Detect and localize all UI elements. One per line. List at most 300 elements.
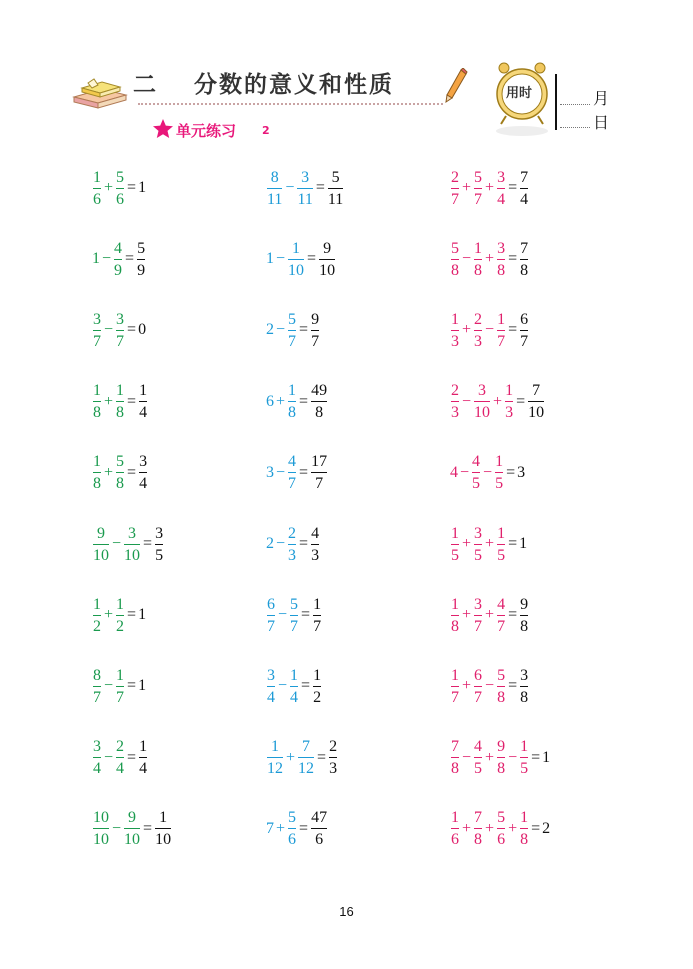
fraction <box>267 666 275 707</box>
fraction-bar <box>155 828 171 829</box>
number: 1 <box>92 250 100 268</box>
fraction-bar <box>451 330 459 331</box>
fraction-bar <box>267 615 275 616</box>
exercise-item <box>92 164 146 212</box>
fraction <box>451 524 459 565</box>
operator: + <box>104 179 114 196</box>
denominator: 7 <box>267 617 275 635</box>
month-blank <box>560 104 590 105</box>
operator: − <box>104 677 114 695</box>
exercise-item <box>450 662 529 710</box>
fraction <box>93 452 101 493</box>
numerator: 5 <box>451 239 459 257</box>
fraction-bar <box>288 472 296 473</box>
fraction-bar <box>497 188 505 189</box>
operator: − <box>276 463 286 481</box>
number: 1 <box>266 250 274 268</box>
operator: − <box>278 606 288 624</box>
fraction <box>116 452 124 493</box>
denominator: 5 <box>155 546 164 564</box>
fraction-bar <box>288 544 296 545</box>
fraction <box>267 168 282 209</box>
denominator: 7 <box>311 332 320 350</box>
denominator: 8 <box>474 261 483 279</box>
fraction <box>451 666 459 707</box>
numerator: 1 <box>116 382 125 400</box>
denominator: 7 <box>288 475 297 493</box>
denominator: 3 <box>288 546 297 564</box>
numerator: 6 <box>267 595 275 613</box>
denominator: 4 <box>497 190 506 208</box>
numerator: 4 <box>497 595 506 613</box>
result-fraction <box>139 452 147 493</box>
numerator: 3 <box>93 310 101 328</box>
denominator: 11 <box>327 190 344 208</box>
denominator: 8 <box>520 688 529 706</box>
denominator: 8 <box>520 831 529 849</box>
fraction <box>474 381 490 422</box>
fraction <box>505 381 513 422</box>
result-number: 0 <box>138 321 147 339</box>
fraction-bar <box>124 544 140 545</box>
numerator: 4 <box>114 239 123 257</box>
fraction-bar <box>93 757 101 758</box>
numerator: 4 <box>472 453 481 471</box>
fraction-bar <box>288 330 296 331</box>
fraction <box>114 239 122 280</box>
denominator: 3 <box>474 332 483 350</box>
fraction-bar <box>139 401 147 402</box>
denominator: 9 <box>114 261 123 279</box>
denominator: 6 <box>315 831 324 849</box>
denominator: 5 <box>497 546 506 564</box>
number: 2 <box>266 321 274 339</box>
fraction <box>451 239 459 280</box>
fraction <box>451 168 459 209</box>
denominator: 7 <box>497 617 506 635</box>
fraction <box>288 452 296 493</box>
numerator: 1 <box>159 809 168 827</box>
numerator: 1 <box>93 168 101 186</box>
result-fraction <box>528 381 544 422</box>
operator: − <box>462 748 472 766</box>
result-number: 1 <box>542 748 551 766</box>
fraction-bar <box>93 828 109 829</box>
result-fraction <box>520 168 528 209</box>
numerator: 6 <box>474 666 483 684</box>
fraction-bar <box>93 188 101 189</box>
operator: + <box>485 748 495 766</box>
fraction <box>93 524 109 565</box>
operator: − <box>460 463 470 481</box>
numerator: 5 <box>116 168 125 186</box>
fraction <box>124 808 140 849</box>
equals-sign: = <box>127 179 137 196</box>
numerator: 1 <box>474 239 483 257</box>
numerator: 3 <box>93 738 101 756</box>
fraction <box>520 808 528 849</box>
numerator: 3 <box>128 524 137 542</box>
fraction <box>520 737 528 778</box>
denominator: 5 <box>451 546 459 564</box>
exercise-item <box>450 164 529 212</box>
numerator: 1 <box>313 595 322 613</box>
result-fraction <box>137 239 145 280</box>
number: 4 <box>450 463 458 481</box>
operator: − <box>485 677 495 695</box>
day-blank <box>560 127 590 128</box>
fraction-bar <box>474 615 482 616</box>
operator: + <box>462 179 472 196</box>
fraction-bar <box>528 401 544 402</box>
result-number: 1 <box>519 535 528 552</box>
operator: − <box>285 179 295 196</box>
denominator: 10 <box>474 404 491 422</box>
operator: − <box>462 250 472 268</box>
denominator: 7 <box>474 617 483 635</box>
fraction <box>451 737 459 778</box>
denominator: 8 <box>520 617 529 635</box>
fraction <box>474 168 482 209</box>
fraction <box>474 808 482 849</box>
denominator: 7 <box>93 688 101 706</box>
fraction-bar <box>474 259 482 260</box>
fraction-bar <box>520 330 528 331</box>
fraction <box>497 666 505 707</box>
numerator: 1 <box>271 738 279 756</box>
operator: − <box>112 819 122 837</box>
fraction-bar <box>313 615 321 616</box>
fraction-bar <box>474 188 482 189</box>
result-fraction <box>139 381 147 422</box>
result-fraction <box>328 168 343 209</box>
numerator: 17 <box>311 453 328 471</box>
fraction <box>288 310 296 351</box>
denominator: 4 <box>520 190 529 208</box>
denominator: 6 <box>93 190 101 208</box>
exercise-item <box>266 805 328 853</box>
exercise-item <box>450 591 529 639</box>
section-number: 2 <box>262 124 270 137</box>
numerator: 49 <box>311 382 328 400</box>
fraction-bar <box>116 401 124 402</box>
numerator: 1 <box>497 524 506 542</box>
exercise-item <box>92 591 146 639</box>
fraction <box>116 381 124 422</box>
result-fraction <box>311 310 319 351</box>
number: 7 <box>266 819 274 837</box>
numerator: 6 <box>520 310 529 328</box>
denominator: 10 <box>528 404 545 422</box>
denominator: 10 <box>319 261 336 279</box>
title-underline <box>138 103 443 105</box>
result-number: 1 <box>138 606 147 624</box>
exercise-item <box>266 734 338 782</box>
denominator: 5 <box>474 546 483 564</box>
fraction-bar <box>124 828 140 829</box>
fraction-bar <box>311 544 319 545</box>
denominator: 7 <box>474 190 483 208</box>
result-fraction <box>311 381 327 422</box>
exercise-item <box>266 378 328 426</box>
fraction-bar <box>313 686 321 687</box>
operator: + <box>104 392 114 410</box>
fraction-bar <box>520 757 528 758</box>
star-icon <box>152 118 174 139</box>
numerator: 2 <box>451 168 459 186</box>
fraction-bar <box>288 401 296 402</box>
fraction-bar <box>290 686 298 687</box>
exercise-item <box>450 306 529 354</box>
denominator: 7 <box>290 617 299 635</box>
fraction-bar <box>267 686 275 687</box>
fraction-bar <box>451 615 459 616</box>
exercise-item <box>92 734 148 782</box>
number: 2 <box>266 535 274 552</box>
operator: − <box>276 321 286 339</box>
denominator: 3 <box>329 760 338 778</box>
denominator: 8 <box>497 688 506 706</box>
numerator: 1 <box>290 666 299 684</box>
operator: + <box>104 606 114 624</box>
fraction <box>298 737 314 778</box>
page-number: 16 <box>339 904 354 919</box>
denominator: 3 <box>451 332 459 350</box>
exercise-item <box>266 306 320 354</box>
fraction <box>93 666 101 707</box>
numerator: 3 <box>116 310 125 328</box>
numerator: 10 <box>93 809 109 827</box>
numerator: 5 <box>290 595 299 613</box>
equals-sign: = <box>143 819 153 837</box>
fraction <box>288 524 296 565</box>
fraction <box>288 808 296 849</box>
fraction-bar <box>297 188 312 189</box>
exercise-item <box>92 805 172 853</box>
denominator: 8 <box>497 760 506 778</box>
equals-sign: = <box>299 819 309 837</box>
fraction-bar <box>497 686 505 687</box>
exercise-item <box>266 235 336 283</box>
numerator: 2 <box>451 382 459 400</box>
numerator: 9 <box>311 310 320 328</box>
numerator: 1 <box>495 453 504 471</box>
operator: + <box>462 677 472 695</box>
numerator: 3 <box>139 453 148 471</box>
fraction <box>451 381 459 422</box>
exercise-item <box>92 378 148 426</box>
exercise-item <box>92 449 148 497</box>
fraction-bar <box>520 615 528 616</box>
fraction-bar <box>139 757 147 758</box>
denominator: 8 <box>93 404 101 422</box>
denominator: 5 <box>520 760 529 778</box>
exercise-item <box>266 662 322 710</box>
equals-sign: = <box>307 250 317 268</box>
denominator: 2 <box>93 617 101 635</box>
fraction-bar <box>474 686 482 687</box>
equals-sign: = <box>508 321 518 339</box>
numerator: 5 <box>288 310 297 328</box>
fraction <box>116 666 124 707</box>
result-number: 1 <box>138 179 147 196</box>
denominator: 10 <box>124 546 141 564</box>
denominator: 4 <box>267 688 275 706</box>
exercise-item <box>92 520 164 568</box>
fraction-bar <box>329 757 337 758</box>
equals-sign: = <box>506 463 516 481</box>
denominator: 8 <box>451 617 459 635</box>
operator: − <box>276 250 286 268</box>
fraction-bar <box>497 615 505 616</box>
fraction <box>290 595 298 636</box>
denominator: 5 <box>474 760 483 778</box>
numerator: 3 <box>520 666 529 684</box>
numerator: 5 <box>474 168 483 186</box>
fraction-bar <box>93 615 101 616</box>
equals-sign: = <box>516 392 526 410</box>
denominator: 3 <box>451 404 459 422</box>
fraction <box>474 666 482 707</box>
fraction <box>451 310 459 351</box>
operator: + <box>276 819 286 837</box>
numerator: 1 <box>451 809 459 827</box>
numerator: 1 <box>451 524 459 542</box>
equals-sign: = <box>508 677 518 695</box>
numerator: 4 <box>474 738 483 756</box>
equals-sign: = <box>125 250 135 268</box>
numerator: 2 <box>288 524 297 542</box>
numerator: 1 <box>116 595 125 613</box>
fraction-bar <box>505 401 513 402</box>
numerator: 1 <box>93 453 101 471</box>
fraction <box>474 524 482 565</box>
denominator: 7 <box>474 688 483 706</box>
fraction <box>474 239 482 280</box>
fraction-bar <box>267 757 283 758</box>
result-fraction <box>311 524 319 565</box>
numerator: 7 <box>532 382 541 400</box>
denominator: 8 <box>497 261 506 279</box>
numerator: 9 <box>497 738 506 756</box>
operator: + <box>276 392 286 410</box>
numerator: 7 <box>302 738 311 756</box>
operator: − <box>104 321 114 339</box>
denominator: 10 <box>93 831 109 849</box>
operator: + <box>286 748 296 766</box>
operator: − <box>276 535 286 552</box>
numerator: 4 <box>311 524 320 542</box>
numerator: 7 <box>520 168 529 186</box>
fraction <box>93 168 101 209</box>
fraction <box>116 595 124 636</box>
fraction-bar <box>451 544 459 545</box>
operator: + <box>508 819 518 837</box>
fraction-bar <box>311 330 319 331</box>
numerator: 1 <box>313 666 322 684</box>
denominator: 8 <box>116 475 125 493</box>
fraction <box>116 310 124 351</box>
numerator: 3 <box>301 168 310 186</box>
chapter-number: 二 <box>133 72 156 98</box>
denominator: 8 <box>93 475 101 493</box>
numerator: 3 <box>267 666 275 684</box>
fraction-bar <box>93 401 101 402</box>
denominator: 6 <box>116 190 125 208</box>
fraction-bar <box>451 188 459 189</box>
denominator: 5 <box>495 475 504 493</box>
fraction <box>93 595 101 636</box>
operator: + <box>462 535 472 552</box>
date-divider <box>555 74 557 130</box>
fraction <box>474 737 482 778</box>
numerator: 9 <box>520 595 529 613</box>
numerator: 7 <box>451 738 459 756</box>
exercise-item <box>92 662 146 710</box>
denominator: 2 <box>313 688 322 706</box>
fraction-bar <box>93 686 101 687</box>
fraction-bar <box>451 757 459 758</box>
equals-sign: = <box>508 535 518 552</box>
result-fraction <box>319 239 335 280</box>
month-label: 月 <box>593 89 610 108</box>
result-fraction <box>313 595 321 636</box>
fraction <box>497 595 505 636</box>
numerator: 1 <box>520 738 529 756</box>
denominator: 8 <box>474 831 483 849</box>
denominator: 6 <box>451 831 459 849</box>
fraction-bar <box>288 259 304 260</box>
denominator: 11 <box>267 190 283 208</box>
fraction-bar <box>474 544 482 545</box>
numerator: 1 <box>497 310 506 328</box>
equals-sign: = <box>301 606 311 624</box>
equals-sign: = <box>508 250 518 268</box>
section-title: 单元练习 <box>176 122 237 140</box>
fraction <box>495 452 503 493</box>
result-number: 2 <box>542 819 551 837</box>
equals-sign: = <box>127 392 137 410</box>
operator: − <box>278 677 288 695</box>
fraction-bar <box>288 828 296 829</box>
equals-sign: = <box>299 535 309 552</box>
fraction-bar <box>311 472 327 473</box>
fraction-bar <box>155 544 163 545</box>
fraction <box>497 310 505 351</box>
numerator: 3 <box>497 168 506 186</box>
equals-sign: = <box>317 748 327 766</box>
denominator: 7 <box>93 332 101 350</box>
denominator: 7 <box>313 617 322 635</box>
exercise-item <box>266 591 322 639</box>
pencil-icon <box>444 68 468 104</box>
numerator: 5 <box>116 453 125 471</box>
numerator: 1 <box>520 809 529 827</box>
operator: − <box>485 321 495 339</box>
operator: + <box>104 463 114 481</box>
numerator: 3 <box>155 524 164 542</box>
exercise-item <box>450 805 550 853</box>
denominator: 4 <box>116 760 125 778</box>
fraction <box>474 595 482 636</box>
fraction <box>297 168 312 209</box>
number: 3 <box>266 463 274 481</box>
fraction-bar <box>520 259 528 260</box>
number: 6 <box>266 392 274 410</box>
fraction-bar <box>298 757 314 758</box>
denominator: 8 <box>288 404 297 422</box>
numerator: 1 <box>451 310 459 328</box>
